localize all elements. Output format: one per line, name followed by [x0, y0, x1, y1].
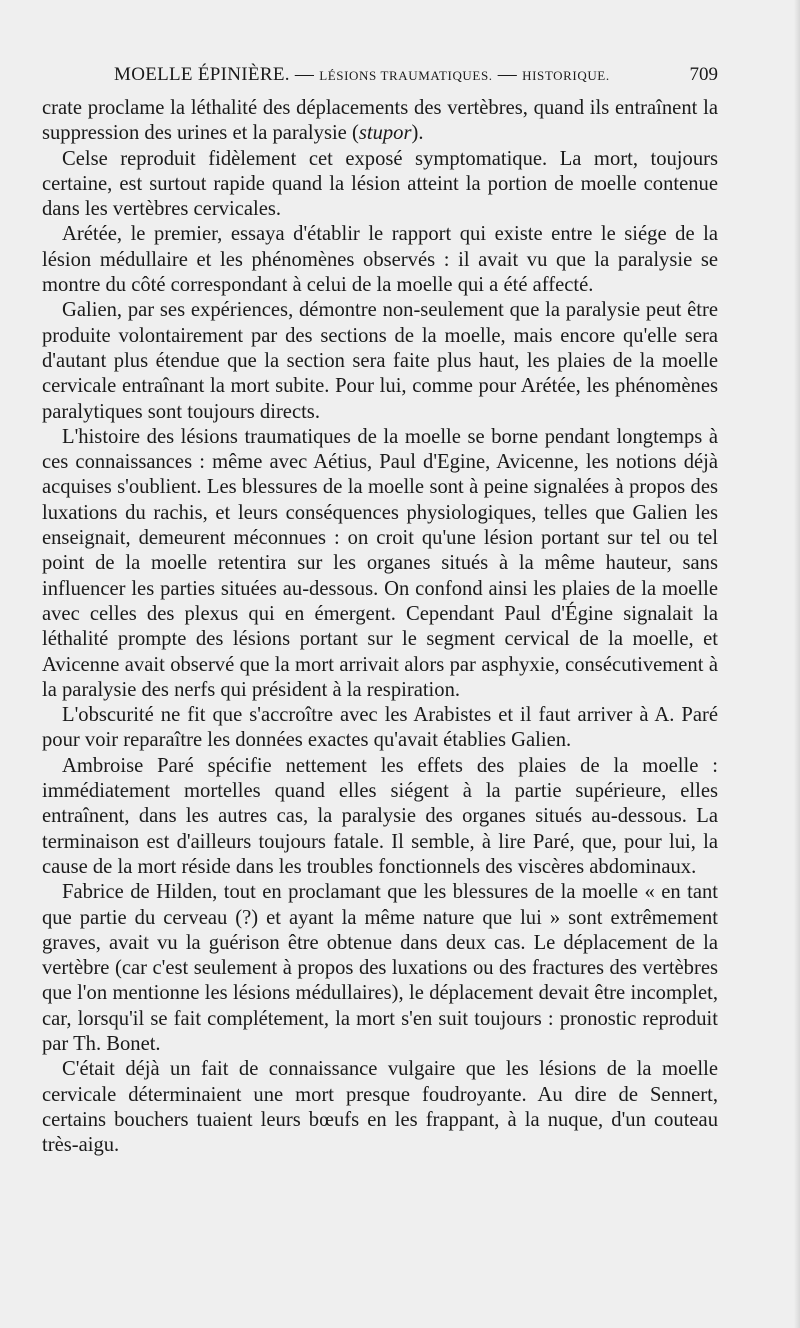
- body-text: [42, 96, 718, 1158]
- paragraph-continued: [42, 96, 718, 147]
- header-dash-1: —: [294, 64, 315, 85]
- header-dash-2: —: [497, 64, 518, 85]
- page-number: 709: [689, 64, 718, 85]
- paragraph: L'histoire des lésions traumatiques de la moelle se borne pendant longtemps à ces connaissances : même avec Aétius, Paul d'Egine, Avicenne, les notions déjà acquises s'oublient. Les blessures de la moelle sont à peine signalées à propos des luxations du rachis, et leurs conséquences physiologiques, telles que Galien les enseignait, demeurent méconnues : on croit qu'une lésion portant sur tel ou tel point de la moelle retentira sur les organes situés à la même hauteur, sans influencer les parties situées au-dessous. On confond ainsi les plaies de la moelle avec celles des plexus qui en émergent. Cependant Paul d'Égine signalait la léthalité prompte des lésions portant sur le segment cervical de la moelle, et Avicenne avait observé que la mort arrivait alors par asphyxie, consécutivement à la paralysie des nerfs qui président à la respiration.: [42, 425, 718, 701]
- paragraph-text: crate proclame la léthalité des déplacements des vertèbres, quand ils entraînent la suppression des urines et la paralysie (: [42, 97, 718, 145]
- italic-term: stupor: [358, 122, 412, 145]
- paragraph: L'obscurité ne fit que s'accroître avec les Arabistes et il faut arriver à A. Paré pour voir reparaître les données exactes qu'avait établies Galien.: [42, 704, 718, 752]
- paragraph: Fabrice de Hilden, tout en proclamant que les blessures de la moelle « en tant que partie du cerveau (?) et ayant la même nature que lui » sont extrêmement graves, avait vu la guérison être obtenue dans deux cas. Le déplacement de la vertèbre (car c'est seulement à propos des luxations ou des fractures des vertèbres que l'on mentionne les lésions médullaires), le déplacement devait être incomplet, car, lorsqu'il se fait complétement, la mort s'en suit toujours : pronostic reproduit par Th. Bonet.: [42, 881, 718, 1055]
- paragraph: Celse reproduit fidèlement cet exposé symptomatique. La mort, toujours certaine, est surtout rapide quand la lésion atteint la portion de moelle contenue dans les vertèbres cervicales.: [42, 147, 718, 221]
- running-header: [42, 62, 718, 88]
- paragraph: C'était déjà un fait de connaissance vulgaire que les lésions de la moelle cervicale déterminaient une mort presque foudroyante. Au dire de Sennert, certains bouchers tuaient leurs bœufs en les frappant, à la nuque, d'un couteau très-aigu.: [42, 1058, 718, 1157]
- running-title: [114, 62, 610, 89]
- paragraph: Arétée, le premier, essaya d'établir le rapport qui existe entre le siége de la lésion médullaire et les phénomènes observés : il avait vu que la paralysie se montre du côté correspondant à celui de la moelle qui a été affecté.: [42, 223, 718, 297]
- paragraph: Galien, par ses expériences, démontre non-seulement que la paralysie peut être produite volontairement par des sections de la moelle, mais encore qu'elle sera d'autant plus étendue que la section sera faite plus haut, les plaies de la moelle cervicale entraînant la mort subite. Pour lui, comme pour Arétée, les phénomènes paralytiques sont toujours directs.: [42, 299, 718, 423]
- header-title-main: MOELLE ÉPINIÈRE.: [114, 64, 290, 85]
- header-subtitle-1: LÉSIONS TRAUMATIQUES.: [319, 68, 493, 83]
- paragraph: Ambroise Paré spécifie nettement les effets des plaies de la moelle : immédiatement mortelles quand elles siégent à la partie supérieure, elles entraînent, dans les autres cas, la paralysie des organes situés au-dessous. La terminaison est d'ailleurs toujours fatale. Il semble, à lire Paré, que, pour lui, la cause de la mort réside dans les troubles fonctionnels des viscères abdominaux.: [42, 754, 718, 878]
- paragraph-text: ).: [411, 122, 424, 145]
- header-subtitle-2: HISTORIQUE.: [522, 68, 610, 83]
